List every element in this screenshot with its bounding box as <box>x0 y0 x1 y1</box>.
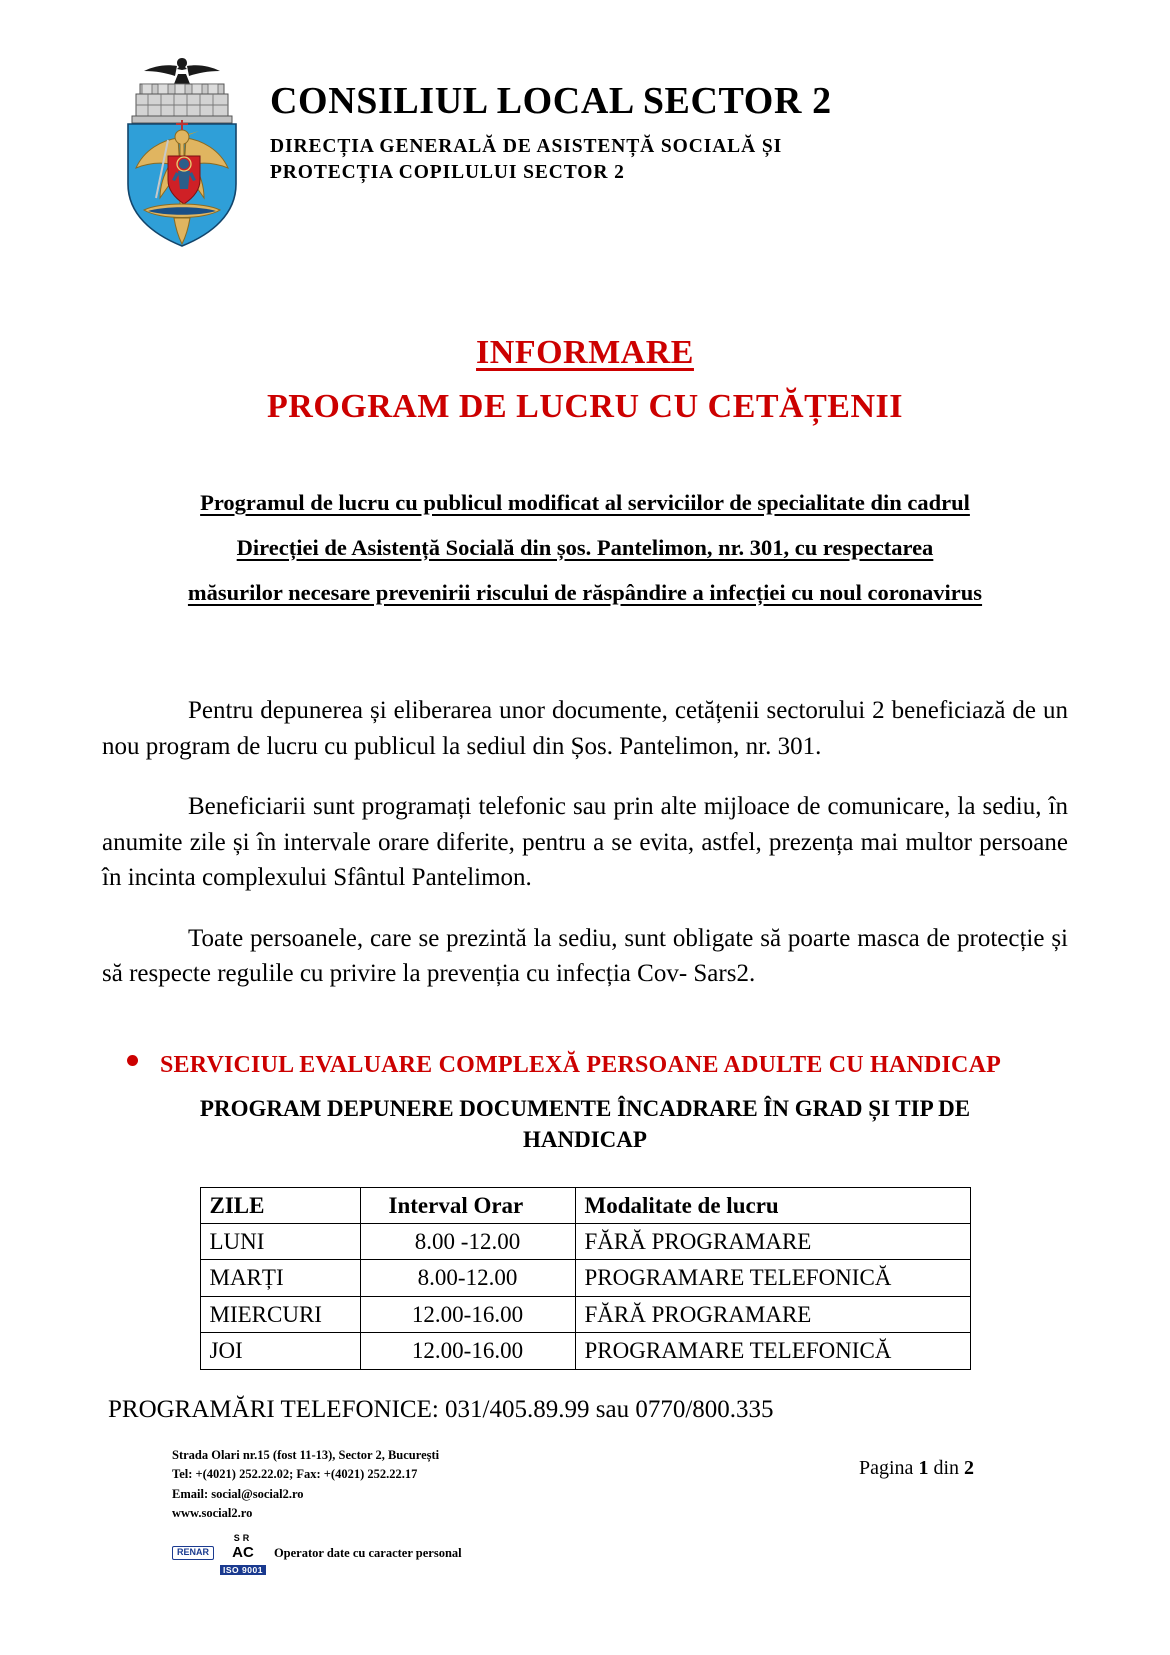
organization-subtitle-line1: DIRECȚIA GENERALĂ DE ASISTENȚĂ SOCIALĂ ȘI <box>270 135 783 157</box>
table-cell-day: MARȚI <box>200 1260 360 1296</box>
phone-appointments-line: PROGRAMĂRI TELEFONICE: 031/405.89.99 sau 0770/800.335 <box>108 1395 774 1423</box>
document-title-block <box>0 334 1170 426</box>
table-cell-interval: 8.00 -12.00 <box>360 1224 575 1260</box>
subtitle-line-1: Programul de lucru cu publicul modificat al serviciilor de specialitate din cadrul <box>200 490 970 515</box>
paragraph: Pentru depunerea și eliberarea unor documente, cetățenii sectorului 2 beneficiază de un nou program de lucru cu publicul la sediul din Șos. Pantelimon, nr. 301. <box>102 697 1068 760</box>
page-number-prefix: Pagina <box>859 1457 919 1479</box>
table-cell-mode: PROGRAMARE TELEFONICĂ <box>575 1333 970 1369</box>
footer-contact-block <box>172 1446 1170 1524</box>
table-cell-mode: FĂRĂ PROGRAMARE <box>575 1224 970 1260</box>
page-number-current: 1 <box>918 1457 929 1479</box>
footer-gdpr-note: Operator date cu caracter personal <box>273 1545 462 1560</box>
document-title-informare: INFORMARE <box>476 334 694 371</box>
page-number-middle: din <box>928 1457 964 1479</box>
schedule-table <box>200 1187 971 1370</box>
table-row <box>200 1296 970 1332</box>
table-cell-interval: 8.00-12.00 <box>360 1260 575 1296</box>
body-text-block <box>102 693 1068 992</box>
table-header-row <box>200 1187 970 1223</box>
table-header-modalitate: Modalitate de lucru <box>575 1187 970 1223</box>
section-subheading-line1: PROGRAM DEPUNERE DOCUMENTE ÎNCADRARE ÎN GRAD ȘI TIP DE <box>199 1095 971 1121</box>
footer-certification-logos <box>172 1529 1170 1577</box>
paragraph: Toate persoanele, care se prezintă la sediu, sunt obligate să poarte masca de protecție și să respecte regulile cu privire la prevenția cu infecția Cov- Sars2. <box>102 924 1068 987</box>
footer-address: Strada Olari nr.15 (fost 11-13), Sector 2, București <box>172 1447 440 1462</box>
organization-title: CONSILIUL LOCAL SECTOR 2 <box>270 80 832 122</box>
section-subheading-line2: HANDICAP <box>523 1126 647 1152</box>
table-cell-interval: 12.00-16.00 <box>360 1333 575 1369</box>
table-cell-day: MIERCURI <box>200 1296 360 1332</box>
section-heading-row <box>65 1052 1105 1079</box>
section-heading-label: SERVICIUL EVALUARE COMPLEXĂ PERSOANE ADULTE CU HANDICAP <box>160 1051 1001 1078</box>
table-row <box>200 1260 970 1296</box>
organization-subtitle-line2: PROTECȚIA COPILULUI SECTOR 2 <box>270 161 625 183</box>
footer-phone-fax: Tel: +(4021) 252.22.02; Fax: +(4021) 252.22.17 <box>172 1467 418 1482</box>
table-cell-day: JOI <box>200 1333 360 1369</box>
table-cell-interval: 12.00-16.00 <box>360 1296 575 1332</box>
bullet-point-icon <box>127 1055 138 1066</box>
table-row <box>200 1333 970 1369</box>
page-number-total: 2 <box>964 1457 974 1479</box>
paragraph: Beneficiarii sunt programați telefonic sau prin alte mijloace de comunicare, la sediu, în anumite zile și în intervale orare diferite, pentru a se evita, astfel, prezența mai multor persoane în incinta complexului Sfântul Pantelimon. <box>102 793 1068 891</box>
sr-ac-iso-certification-icon <box>220 1529 266 1577</box>
sr-label: SR <box>233 1533 253 1544</box>
document-subtitle <box>105 480 1065 615</box>
subtitle-line-3: măsurilor necesare prevenirii riscului de răspândire a infecției cu noul coronavirus <box>187 580 983 605</box>
table-cell-day: LUNI <box>200 1224 360 1260</box>
table-header-interval: Interval Orar <box>360 1187 575 1223</box>
table-cell-mode: FĂRĂ PROGRAMARE <box>575 1296 970 1332</box>
document-title-program: PROGRAM DE LUCRU CU CETĂȚENII <box>267 388 903 425</box>
section-subheading <box>135 1093 1035 1155</box>
coat-of-arms-icon <box>118 52 246 248</box>
table-row <box>200 1224 970 1260</box>
subtitle-line-2: Direcției de Asistență Socială din șos. Pantelimon, nr. 301, cu respectarea <box>236 535 934 560</box>
table-cell-mode: PROGRAMARE TELEFONICĂ <box>575 1260 970 1296</box>
renar-accreditation-icon: RENAR <box>172 1546 214 1560</box>
table-header-zile: ZILE <box>200 1187 360 1223</box>
organization-subtitle <box>270 134 832 185</box>
document-header <box>0 0 1170 248</box>
footer-website: www.social2.ro <box>172 1505 253 1520</box>
iso-label: ISO 9001 <box>220 1565 266 1575</box>
ac-label: AC <box>232 1544 254 1562</box>
header-text-block <box>270 52 832 185</box>
page-number <box>859 1457 974 1480</box>
footer-email: Email: social@social2.ro <box>172 1486 304 1501</box>
